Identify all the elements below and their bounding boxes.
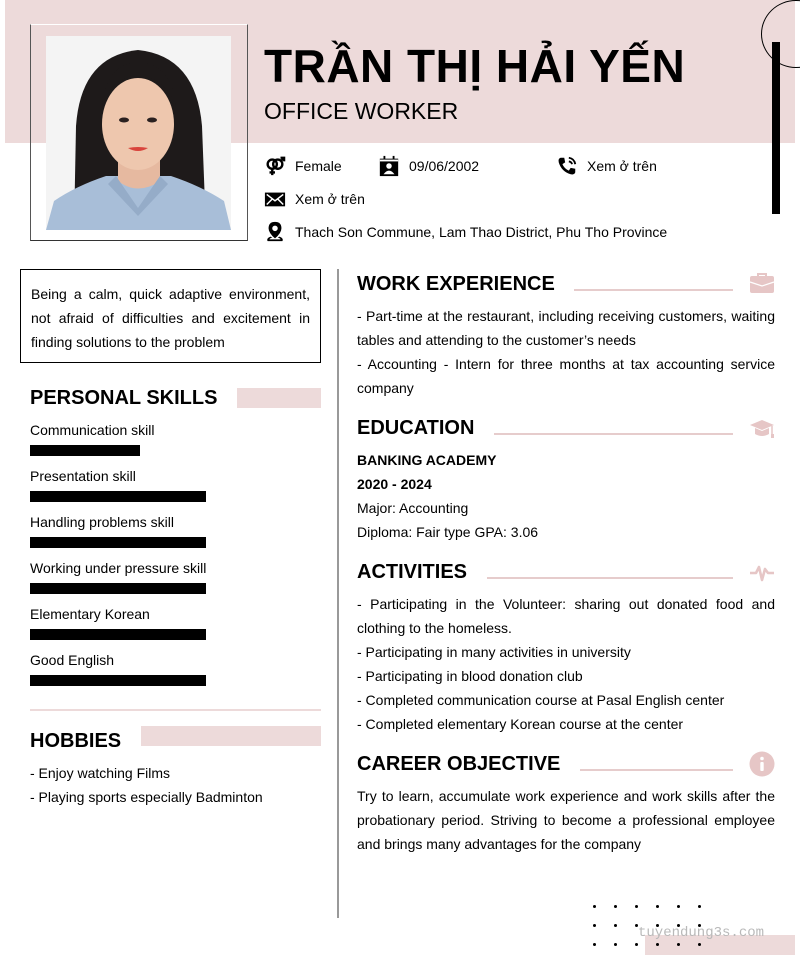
hobbies-heading: HOBBIES — [30, 730, 122, 752]
briefcase-icon — [749, 270, 775, 296]
work-item: - Accounting - Intern for three months at tax accounting service company — [357, 356, 775, 396]
career-objective-heading: CAREER OBJECTIVE — [357, 753, 561, 775]
address-value: Thach Son Commune, Lam Thao District, Phu Tho Province — [295, 224, 668, 240]
full-name: TRẦN THỊ HẢI YẾN — [264, 40, 686, 92]
email-info — [264, 188, 365, 210]
study-years: 2020 - 2024 — [357, 476, 432, 492]
summary-box: Being a calm, quick adaptive environment, not afraid of difficulties and excitement in finding solutions to the problem — [20, 269, 321, 363]
work-item: - Part-time at the restaurant, including receiving customers, waiting tables and attending to the customer’s needs — [357, 308, 775, 348]
profile-photo — [46, 36, 231, 230]
phone-info — [556, 155, 657, 177]
graduation-cap-icon — [749, 416, 775, 442]
activity-item: - Completed communication course at Pasal English center — [357, 692, 725, 708]
skill-bar — [30, 537, 206, 548]
email-value: Xem ở trên — [295, 191, 365, 207]
skill-label: Communication skill — [30, 422, 155, 438]
left-divider — [30, 709, 321, 711]
activity-item: - Completed elementary Korean course at the center — [357, 716, 684, 732]
section-rule — [580, 769, 733, 771]
column-separator — [337, 269, 339, 918]
pulse-icon — [749, 560, 775, 586]
activities-list — [357, 592, 775, 736]
skills-heading: PERSONAL SKILLS — [30, 387, 218, 409]
activity-item: - Participating in blood donation club — [357, 668, 583, 684]
hobbies-heading-accent — [141, 726, 321, 746]
phone-icon — [556, 155, 578, 177]
gender-info — [264, 155, 342, 177]
job-title: OFFICE WORKER — [264, 98, 459, 124]
watermark: tuyendung3s.com — [638, 925, 765, 941]
major: Major: Accounting — [357, 500, 469, 516]
section-rule — [494, 433, 733, 435]
skill-bar — [30, 583, 206, 594]
gender-icon — [264, 155, 286, 177]
gender-value: Female — [295, 158, 342, 174]
calendar-icon — [378, 155, 400, 177]
section-rule — [487, 577, 733, 579]
address-info — [264, 221, 667, 243]
activities-heading: ACTIVITIES — [357, 561, 468, 583]
hobby-item: - Playing sports especially Badminton — [30, 789, 263, 805]
skill-bar — [30, 491, 206, 502]
activity-item: - Participating in many activities in university — [357, 644, 631, 660]
skill-bar — [30, 629, 206, 640]
work-experience-list — [357, 304, 775, 400]
info-icon — [749, 751, 775, 777]
activity-item: - Participating in the Volunteer: sharing out donated food and clothing to the homeless. — [357, 596, 775, 636]
education-heading: EDUCATION — [357, 417, 475, 439]
location-icon — [264, 221, 286, 243]
hobby-item: - Enjoy watching Films — [30, 765, 171, 781]
skill-label: Elementary Korean — [30, 606, 150, 622]
skill-label: Good English — [30, 652, 115, 668]
section-rule — [574, 289, 733, 291]
diploma: Diploma: Fair type GPA: 3.06 — [357, 524, 539, 540]
mail-icon — [264, 188, 286, 210]
skill-bar — [30, 445, 140, 456]
phone-value: Xem ở trên — [587, 158, 657, 174]
education-details — [357, 448, 775, 544]
skill-label: Working under pressure skill — [30, 560, 207, 576]
skill-bar — [30, 675, 206, 686]
skills-heading-accent — [237, 388, 321, 408]
work-experience-heading: WORK EXPERIENCE — [357, 273, 555, 295]
birthday-value: 09/06/2002 — [409, 158, 480, 174]
skill-label: Handling problems skill — [30, 514, 174, 530]
birthday-info — [378, 155, 479, 177]
school-name: BANKING ACADEMY — [357, 452, 497, 468]
career-objective-text: Try to learn, accumulate work experience and work skills after the probationary period. Striving to become a professional employee and brings many advantages for the company — [357, 788, 775, 852]
decorative-bar — [772, 42, 780, 214]
skill-label: Presentation skill — [30, 468, 136, 484]
